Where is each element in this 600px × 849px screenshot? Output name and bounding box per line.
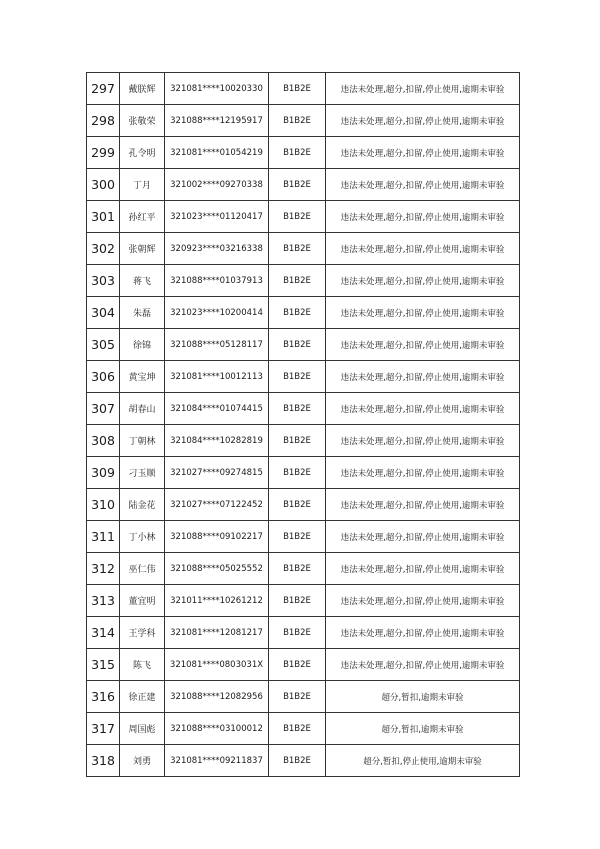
license-class: B1B2E — [269, 137, 326, 169]
row-number: 317 — [87, 713, 120, 745]
table-row — [87, 329, 520, 361]
id-number: 321081****0803031X — [165, 649, 269, 681]
license-class: B1B2E — [269, 649, 326, 681]
id-number: 321088****12195917 — [165, 105, 269, 137]
license-class: B1B2E — [269, 585, 326, 617]
row-number: 309 — [87, 457, 120, 489]
driver-name: 张朝辉 — [120, 233, 165, 265]
id-number: 321011****10261212 — [165, 585, 269, 617]
license-class: B1B2E — [269, 489, 326, 521]
license-class: B1B2E — [269, 201, 326, 233]
row-number: 312 — [87, 553, 120, 585]
id-number: 321081****10020330 — [165, 73, 269, 105]
table-row — [87, 265, 520, 297]
driver-name: 刘勇 — [120, 745, 165, 777]
id-number: 321002****09270338 — [165, 169, 269, 201]
table-row — [87, 585, 520, 617]
id-number: 321023****10200414 — [165, 297, 269, 329]
table-row — [87, 745, 520, 777]
id-number: 321081****09211837 — [165, 745, 269, 777]
table-row — [87, 713, 520, 745]
id-number: 320923****03216338 — [165, 233, 269, 265]
driver-name: 张敬荣 — [120, 105, 165, 137]
row-number: 314 — [87, 617, 120, 649]
table-row — [87, 361, 520, 393]
id-number: 321088****01037913 — [165, 265, 269, 297]
license-class: B1B2E — [269, 265, 326, 297]
driver-name: 巫仁伟 — [120, 553, 165, 585]
driver-name: 胡春山 — [120, 393, 165, 425]
driver-name: 黄宝坤 — [120, 361, 165, 393]
table-row — [87, 681, 520, 713]
license-class: B1B2E — [269, 745, 326, 777]
license-class: B1B2E — [269, 233, 326, 265]
table-row — [87, 489, 520, 521]
license-status: 违法未处理,超分,扣留,停止使用,逾期未审验 — [326, 649, 520, 681]
id-number: 321088****05128117 — [165, 329, 269, 361]
license-status: 超分,暂扣,停止使用,逾期未审验 — [326, 745, 520, 777]
license-status: 违法未处理,超分,扣留,停止使用,逾期未审验 — [326, 297, 520, 329]
driver-name: 丁朝林 — [120, 425, 165, 457]
row-number: 302 — [87, 233, 120, 265]
license-status: 违法未处理,超分,扣留,停止使用,逾期未审验 — [326, 521, 520, 553]
row-number: 316 — [87, 681, 120, 713]
table-row — [87, 201, 520, 233]
id-number: 321088****05025552 — [165, 553, 269, 585]
license-class: B1B2E — [269, 169, 326, 201]
id-number: 321081****12081217 — [165, 617, 269, 649]
driver-name: 董宜明 — [120, 585, 165, 617]
driver-name: 刁玉顺 — [120, 457, 165, 489]
license-class: B1B2E — [269, 681, 326, 713]
driver-name: 孙红平 — [120, 201, 165, 233]
license-class: B1B2E — [269, 73, 326, 105]
license-status: 超分,暂扣,逾期未审验 — [326, 681, 520, 713]
license-status: 超分,暂扣,逾期未审验 — [326, 713, 520, 745]
table-row — [87, 233, 520, 265]
license-class: B1B2E — [269, 617, 326, 649]
driver-name: 丁小林 — [120, 521, 165, 553]
row-number: 307 — [87, 393, 120, 425]
row-number: 299 — [87, 137, 120, 169]
row-number: 318 — [87, 745, 120, 777]
driver-name: 徐正建 — [120, 681, 165, 713]
license-class: B1B2E — [269, 297, 326, 329]
driver-name: 王学科 — [120, 617, 165, 649]
id-number: 321081****10012113 — [165, 361, 269, 393]
license-class: B1B2E — [269, 361, 326, 393]
id-number: 321088****09102217 — [165, 521, 269, 553]
license-status: 违法未处理,超分,扣留,停止使用,逾期未审验 — [326, 137, 520, 169]
row-number: 298 — [87, 105, 120, 137]
id-number: 321023****01120417 — [165, 201, 269, 233]
table-row — [87, 137, 520, 169]
table-row — [87, 393, 520, 425]
id-number: 321088****12082956 — [165, 681, 269, 713]
driver-name: 朱磊 — [120, 297, 165, 329]
table-row — [87, 521, 520, 553]
license-status: 违法未处理,超分,扣留,停止使用,逾期未审验 — [326, 457, 520, 489]
license-class: B1B2E — [269, 105, 326, 137]
records-table — [86, 72, 520, 777]
row-number: 303 — [87, 265, 120, 297]
license-status: 违法未处理,超分,扣留,停止使用,逾期未审验 — [326, 393, 520, 425]
id-number: 321027****09274815 — [165, 457, 269, 489]
row-number: 306 — [87, 361, 120, 393]
license-status: 违法未处理,超分,扣留,停止使用,逾期未审验 — [326, 329, 520, 361]
license-class: B1B2E — [269, 457, 326, 489]
driver-name: 孔令明 — [120, 137, 165, 169]
table-row — [87, 169, 520, 201]
license-status: 违法未处理,超分,扣留,停止使用,逾期未审验 — [326, 617, 520, 649]
row-number: 305 — [87, 329, 120, 361]
row-number: 310 — [87, 489, 120, 521]
row-number: 301 — [87, 201, 120, 233]
license-status: 违法未处理,超分,扣留,停止使用,逾期未审验 — [326, 105, 520, 137]
id-number: 321084****01074415 — [165, 393, 269, 425]
license-status: 违法未处理,超分,扣留,停止使用,逾期未审验 — [326, 169, 520, 201]
driver-name: 戴朕辉 — [120, 73, 165, 105]
license-class: B1B2E — [269, 329, 326, 361]
table-row — [87, 425, 520, 457]
table-row — [87, 457, 520, 489]
license-status: 违法未处理,超分,扣留,停止使用,逾期未审验 — [326, 201, 520, 233]
row-number: 300 — [87, 169, 120, 201]
license-class: B1B2E — [269, 521, 326, 553]
license-status: 违法未处理,超分,扣留,停止使用,逾期未审验 — [326, 489, 520, 521]
row-number: 308 — [87, 425, 120, 457]
license-class: B1B2E — [269, 393, 326, 425]
table-row — [87, 73, 520, 105]
table-row — [87, 553, 520, 585]
driver-name: 徐锦 — [120, 329, 165, 361]
id-number: 321027****07122452 — [165, 489, 269, 521]
row-number: 311 — [87, 521, 120, 553]
license-status: 违法未处理,超分,扣留,停止使用,逾期未审验 — [326, 361, 520, 393]
driver-name: 蒋飞 — [120, 265, 165, 297]
license-status: 违法未处理,超分,扣留,停止使用,逾期未审验 — [326, 265, 520, 297]
table-row — [87, 617, 520, 649]
driver-name: 陆金花 — [120, 489, 165, 521]
driver-name: 陈飞 — [120, 649, 165, 681]
row-number: 315 — [87, 649, 120, 681]
table-row — [87, 649, 520, 681]
license-status: 违法未处理,超分,扣留,停止使用,逾期未审验 — [326, 425, 520, 457]
table-row — [87, 297, 520, 329]
row-number: 304 — [87, 297, 120, 329]
license-status: 违法未处理,超分,扣留,停止使用,逾期未审验 — [326, 233, 520, 265]
table-row — [87, 105, 520, 137]
row-number: 297 — [87, 73, 120, 105]
id-number: 321088****03100012 — [165, 713, 269, 745]
license-class: B1B2E — [269, 553, 326, 585]
license-class: B1B2E — [269, 425, 326, 457]
license-status: 违法未处理,超分,扣留,停止使用,逾期未审验 — [326, 553, 520, 585]
license-status: 违法未处理,超分,扣留,停止使用,逾期未审验 — [326, 73, 520, 105]
records-table-body — [87, 73, 520, 777]
license-status: 违法未处理,超分,扣留,停止使用,逾期未审验 — [326, 585, 520, 617]
driver-name: 周国彪 — [120, 713, 165, 745]
driver-name: 丁月 — [120, 169, 165, 201]
row-number: 313 — [87, 585, 120, 617]
id-number: 321081****01054219 — [165, 137, 269, 169]
license-class: B1B2E — [269, 713, 326, 745]
id-number: 321084****10282819 — [165, 425, 269, 457]
